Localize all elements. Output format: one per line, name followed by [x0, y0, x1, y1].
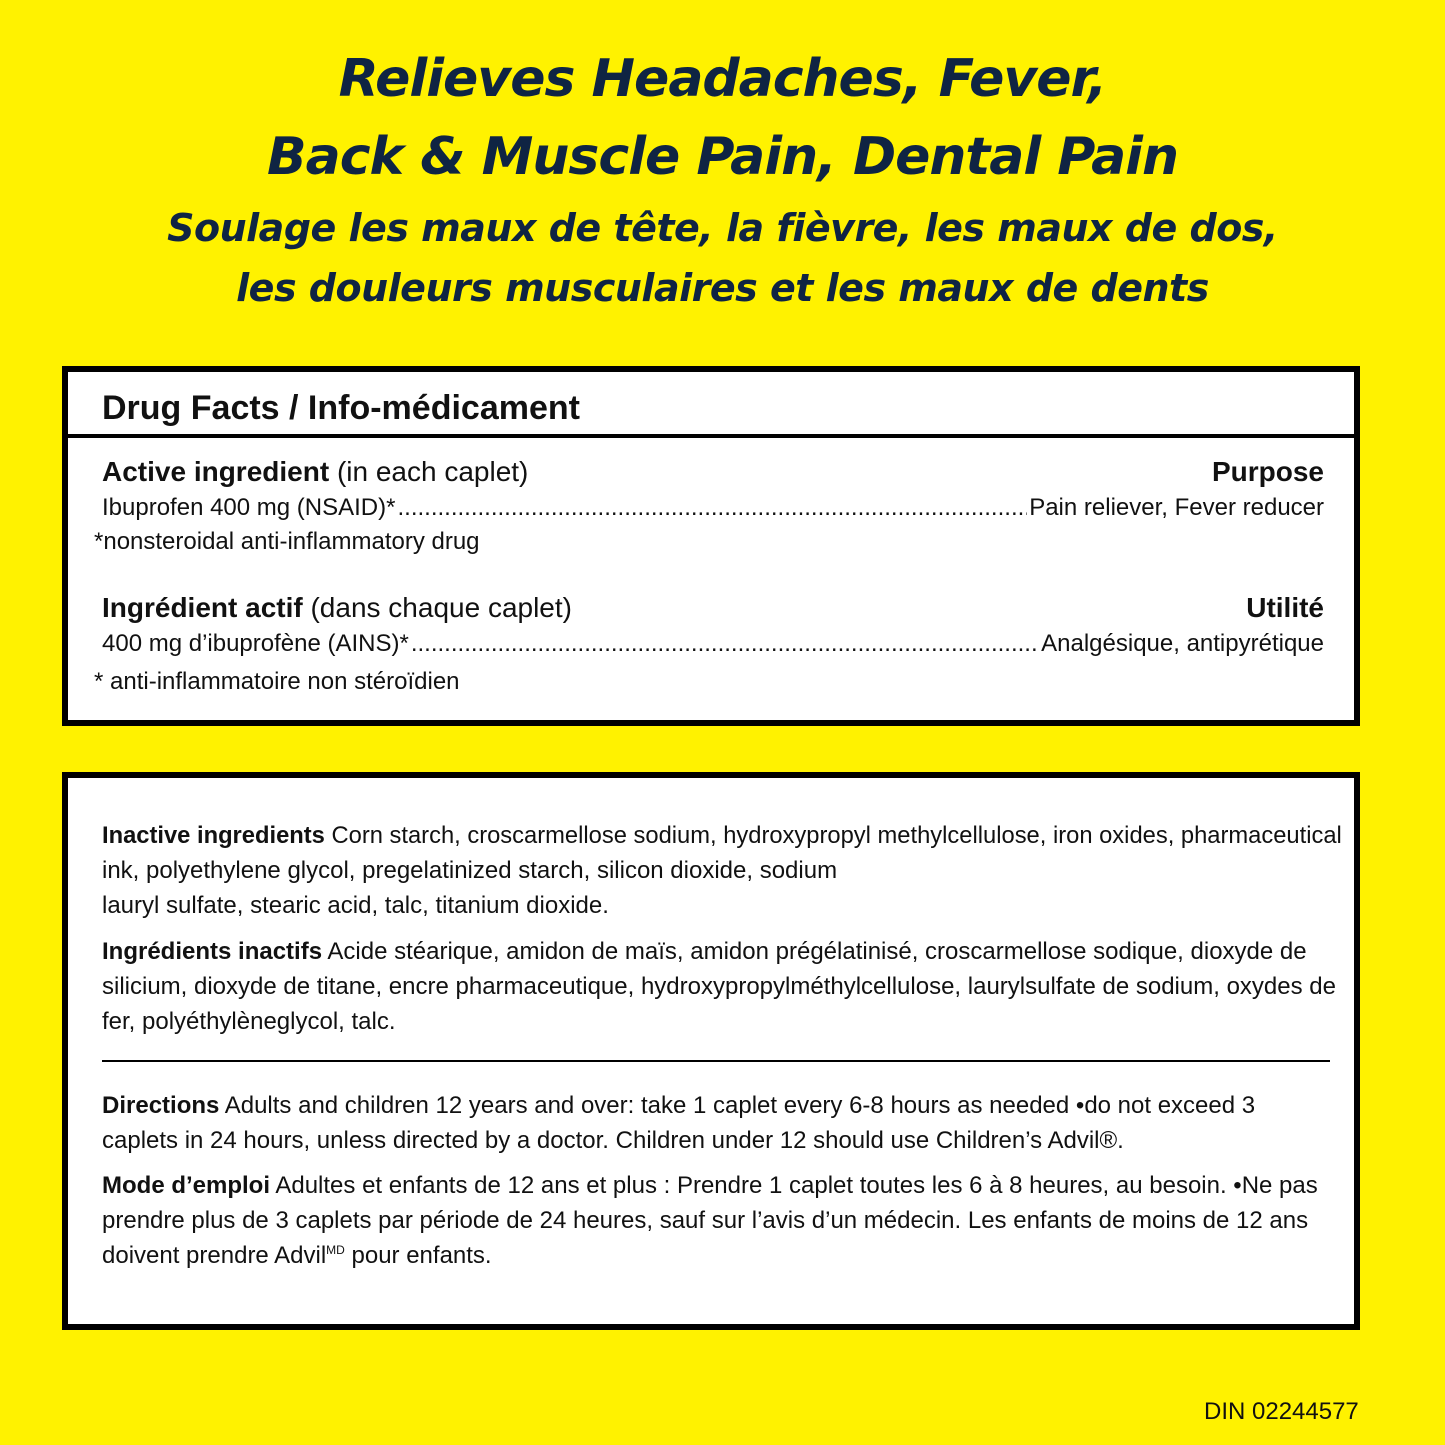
- active-ingredient-qualifier: (in each caplet): [329, 456, 529, 487]
- active-ingredient-name: Ibuprofen 400 mg (NSAID)*: [102, 494, 396, 521]
- inactive-en-line2: ink, polyethylene glycol, pregelatinized starch, silicon dioxide, sodium: [102, 857, 838, 884]
- ingredient-actif-row: [102, 630, 1324, 658]
- ingredient-actif-footnote: * anti-inflammatoire non stéroïdien: [94, 668, 460, 695]
- ingredient-actif-heading: Ingrédient actif: [102, 592, 303, 623]
- ingredient-actif-name: 400 mg d’ibuprofène (AINS)*: [102, 630, 409, 657]
- ingredients-inactifs-label: Ingrédients inactifs: [102, 938, 323, 965]
- leader-dots: [397, 494, 1027, 522]
- mode-line1: Adultes et enfants de 12 ans et plus : Prendre 1 caplet toutes les 6 à 8 heures, au besoin. •Ne pas: [270, 1172, 1318, 1199]
- drug-facts-panel: [62, 366, 1360, 726]
- purpose-heading: Purpose: [1211, 456, 1324, 487]
- active-ingredient-header: [102, 456, 1324, 488]
- din-number: DIN 02244577: [1204, 1398, 1359, 1425]
- inactive-ingredients-fr: [102, 934, 1342, 1039]
- mode-line3-b: pour enfants.: [344, 1242, 492, 1269]
- section-divider: [102, 1060, 1330, 1062]
- inactive-en-line1: Corn starch, croscarmellose sodium, hydroxypropyl methylcellulose, iron oxides, pharmaceutical: [324, 822, 1342, 849]
- active-ingredient-row: [102, 494, 1324, 522]
- inactive-en-line3: lauryl sulfate, stearic acid, talc, titanium dioxide.: [102, 892, 609, 919]
- inactive-ingredients-label: Inactive ingredients: [102, 822, 325, 849]
- inactive-ingredients-en: [102, 818, 1342, 923]
- details-panel: [62, 772, 1360, 1330]
- drug-facts-title: Drug Facts / Info-médicament: [68, 372, 1354, 438]
- inactive-fr-line3: fer, polyéthylèneglycol, talc.: [102, 1008, 396, 1035]
- headline-fr-line1: Soulage les maux de tête, la fièvre, les maux de dos,: [167, 206, 1278, 250]
- active-ingredient-footnote: *nonsteroidal anti-inflammatory drug: [94, 528, 480, 555]
- inactive-fr-line1: Acide stéarique, amidon de maïs, amidon prégélatinisé, croscarmellose sodique, dioxyde de: [322, 938, 1307, 965]
- ingredient-actif-header: [102, 592, 1324, 624]
- headline: [0, 40, 1445, 318]
- directions-line2: caplets in 24 hours, unless directed by a doctor. Children under 12 should use Children’s Advil®.: [102, 1127, 1124, 1154]
- directions-en: [102, 1088, 1342, 1158]
- utilite-heading: Utilité: [1246, 592, 1324, 623]
- ingredient-actif-qualifier: (dans chaque caplet): [302, 592, 572, 623]
- purpose-value: Pain reliever, Fever reducer: [1029, 494, 1324, 521]
- mode-line2: prendre plus de 3 caplets par période de 24 heures, sauf sur l’avis d’un médecin. Les enfants de moins de 12 ans: [102, 1207, 1309, 1234]
- inactive-fr-line2: silicium, dioxyde de titane, encre pharmaceutique, hydroxypropylméthylcellulose, laurylsulfate de sodium, oxydes de: [102, 973, 1336, 1000]
- mode-emploi-fr: [102, 1168, 1342, 1273]
- mode-emploi-label: Mode d’emploi: [102, 1172, 270, 1199]
- active-ingredient-heading: Active ingredient: [102, 456, 330, 487]
- headline-en-line2: Back & Muscle Pain, Dental Pain: [266, 127, 1179, 187]
- headline-en-line1: Relieves Headaches, Fever,: [338, 49, 1107, 109]
- directions-line1: Adults and children 12 years and over: take 1 caplet every 6-8 hours as needed •do not exceed 3: [219, 1092, 1256, 1119]
- leader-dots: [411, 630, 1039, 658]
- utilite-value: Analgésique, antipyrétique: [1041, 630, 1324, 657]
- headline-fr-line2: les douleurs musculaires et les maux de dents: [236, 266, 1209, 310]
- md-mark: MD: [326, 1243, 345, 1257]
- directions-label: Directions: [102, 1092, 220, 1119]
- mode-line3-a: doivent prendre Advil: [102, 1242, 327, 1269]
